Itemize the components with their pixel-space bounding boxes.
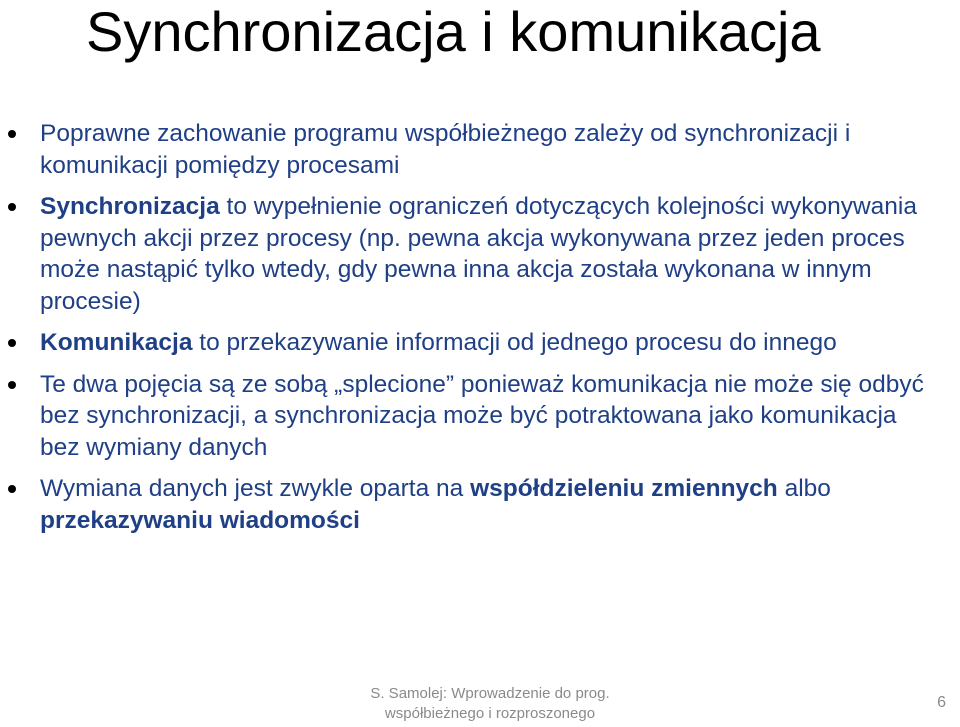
bullet-text: to przekazywanie informacji od jednego procesu do innego <box>192 329 837 356</box>
bullet-item <box>0 191 960 317</box>
bullet-icon <box>8 485 16 493</box>
bullet-icon <box>8 203 16 211</box>
bullet-text: albo <box>777 475 831 502</box>
bullet-list <box>0 118 960 546</box>
bullet-term: Synchronizacja <box>40 193 220 220</box>
bullet-text: to wypełnienie ograniczeń dotyczących kolejności wykonywania pewnych akcji przez procesy (np. pewna akcja wykonywana przez jeden proces może nastąpić tylko wtedy, gdy pewna inna akcja została wykonana w innym procesie) <box>40 193 917 315</box>
bullet-icon <box>8 130 16 138</box>
bullet-icon <box>8 381 16 389</box>
bullet-text: Poprawne zachowanie programu współbieżnego zależy od synchronizacji i komunikacji pomiędzy procesami <box>40 120 851 179</box>
bullet-term: współdzieleniu zmiennych <box>470 475 778 502</box>
footer <box>300 684 680 724</box>
slide-title: Synchronizacja i komunikacja <box>86 0 821 63</box>
bullet-item <box>0 473 960 536</box>
footer-line: współbieżnego i rozproszonego <box>384 705 596 722</box>
bullet-item <box>0 369 960 464</box>
bullet-term: Komunikacja <box>40 329 193 356</box>
bullet-item <box>0 118 960 181</box>
bullet-item <box>0 327 960 359</box>
bullet-icon <box>8 339 16 347</box>
bullet-term: przekazywaniu wiadomości <box>40 506 360 534</box>
page-number: 6 <box>937 694 946 711</box>
bullet-text: Te dwa pojęcia są ze sobą „splecione” ponieważ komunikacja nie może się odbyć bez synchronizacji, a synchronizacja może być potraktowana jako komunikacja bez wymiany danych <box>40 370 924 461</box>
bullet-text: Wymiana danych jest zwykle oparta na <box>40 475 471 502</box>
footer-line: S. Samolej: Wprowadzenie do prog. <box>370 685 610 702</box>
